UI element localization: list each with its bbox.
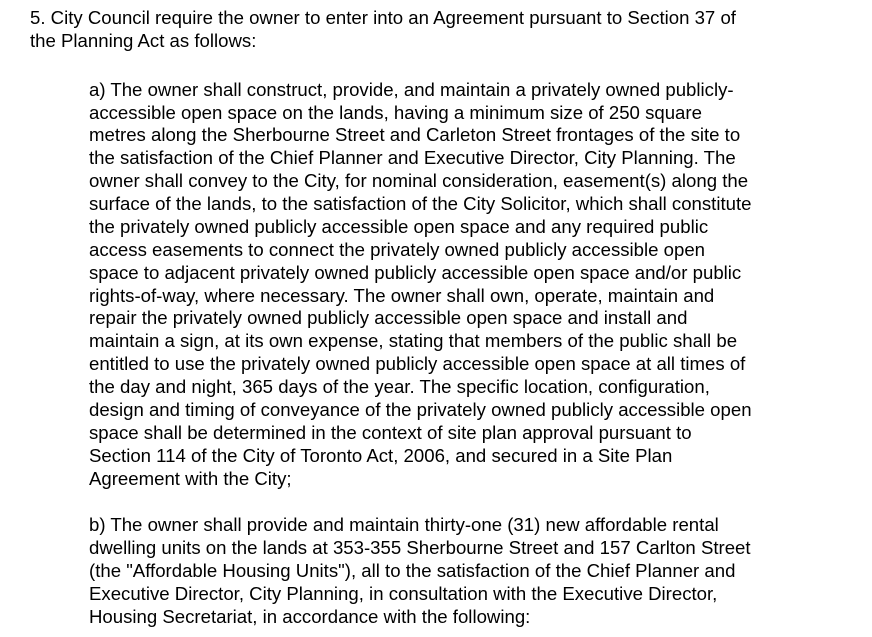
text-line: access easements to connect the privately owned publicly accessible open [89, 239, 706, 260]
text-line: the satisfaction of the Chief Planner and Executive Director, City Planning. The [89, 147, 736, 168]
text-line: the Planning Act as follows: [30, 30, 257, 51]
text-line: space to adjacent privately owned publicly accessible open space and/or public [89, 262, 742, 283]
text-line: (the "Affordable Housing Units"), all to the satisfaction of the Chief Planner and [89, 560, 736, 581]
text-line: space shall be determined in the context of site plan approval pursuant to [89, 422, 692, 443]
text-line: Agreement with the City; [89, 468, 292, 489]
text-line: maintain a sign, at its own expense, stating that members of the public shall be [89, 330, 738, 351]
text-line: accessible open space on the lands, having a minimum size of 250 square [89, 102, 702, 123]
text-line: design and timing of conveyance of the privately owned publicly accessible open [89, 399, 752, 420]
text-line: Section 114 of the City of Toronto Act, 2006, and secured in a Site Plan [89, 445, 673, 466]
text-line: repair the privately owned publicly accessible open space and install and [89, 307, 688, 328]
text-line: the day and night, 365 days of the year. The specific location, configuration, [89, 376, 710, 397]
text-line: metres along the Sherbourne Street and Carleton Street frontages of the site to [89, 124, 741, 145]
text-line: dwelling units on the lands at 353-355 Sherbourne Street and 157 Carlton Street [89, 537, 751, 558]
text-line: Executive Director, City Planning, in consultation with the Executive Director, [89, 583, 718, 604]
text-line: rights-of-way, where necessary. The owner shall own, operate, maintain and [89, 285, 715, 306]
text-line: surface of the lands, to the satisfaction of the City Solicitor, which shall constitute [89, 193, 752, 214]
text-line: Housing Secretariat, in accordance with the following: [89, 606, 531, 627]
text-line: entitled to use the privately owned publicly accessible open space at all times of [89, 353, 746, 374]
text-line: the privately owned publicly accessible open space and any required public [89, 216, 709, 237]
text-line: 5. City Council require the owner to enter into an Agreement pursuant to Section 37 of [30, 7, 736, 28]
text-line: a) The owner shall construct, provide, and maintain a privately owned publicly- [89, 79, 734, 100]
text-line: owner shall convey to the City, for nominal consideration, easement(s) along the [89, 170, 749, 191]
text-line: b) The owner shall provide and maintain thirty-one (31) new affordable rental [89, 514, 719, 535]
